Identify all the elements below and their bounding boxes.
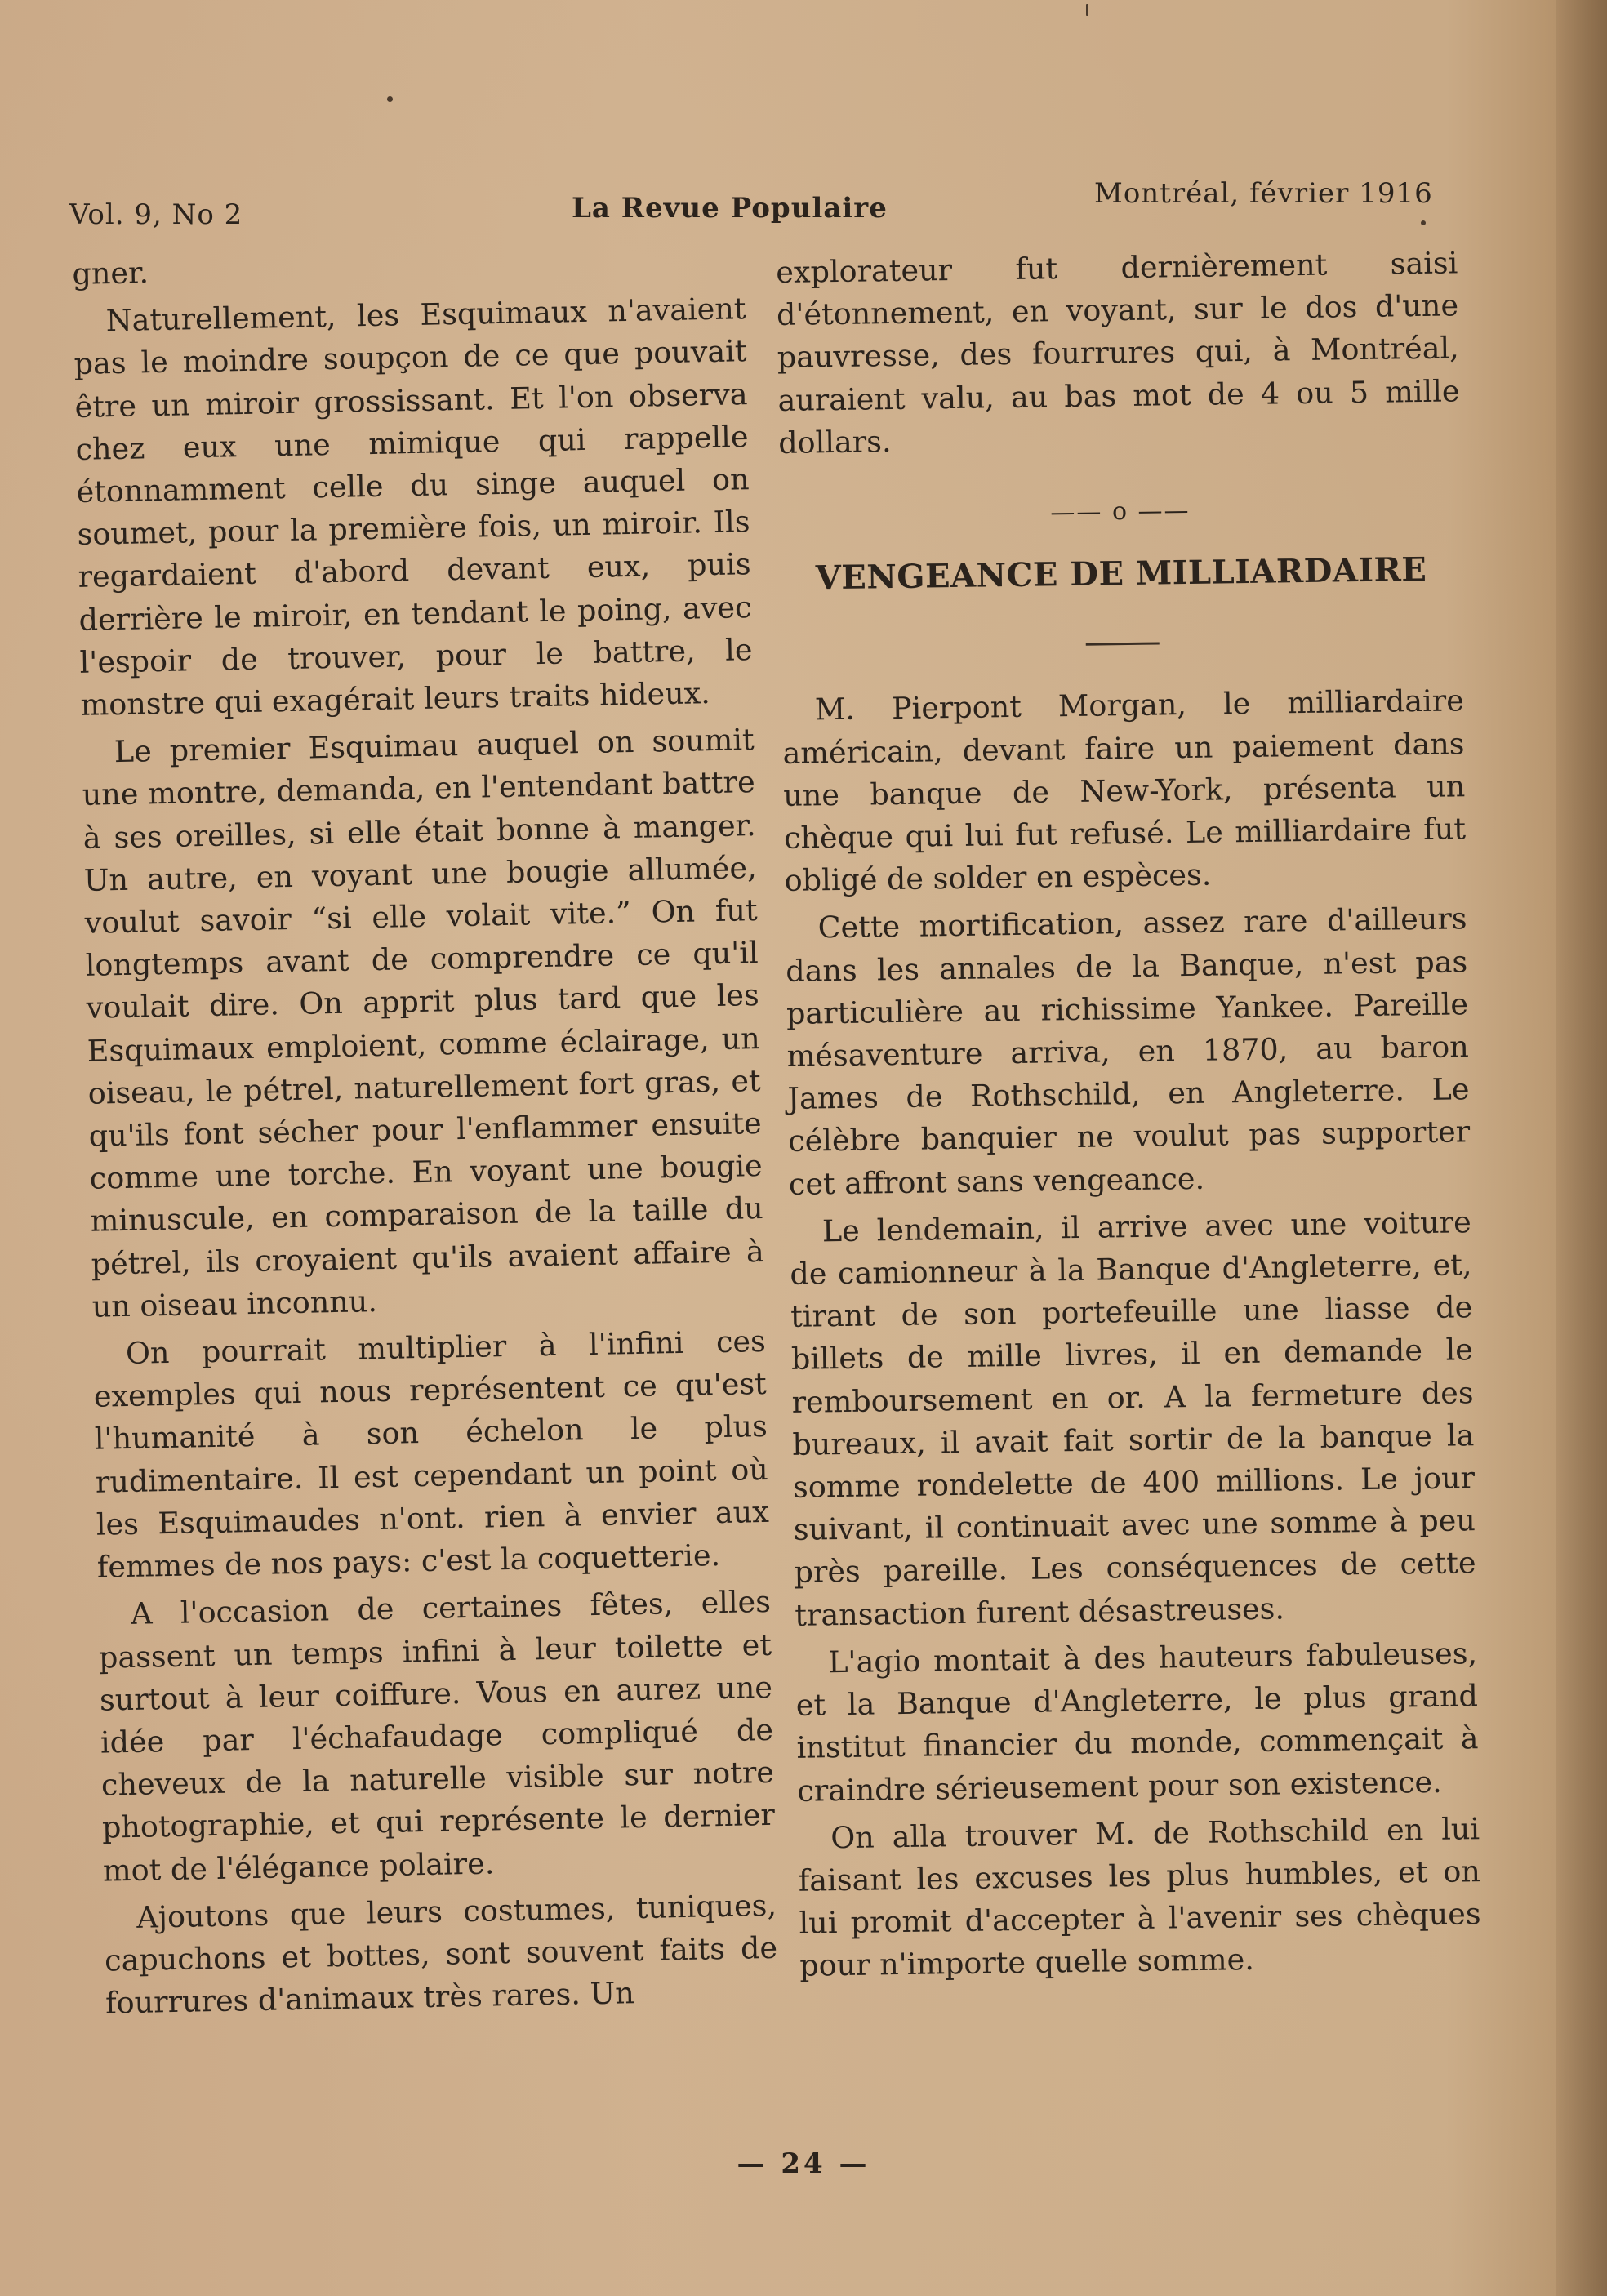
- article-title: VENGEANCE DE MILLIARDAIRE: [815, 550, 1427, 598]
- paragraph: L'agio montait à des hauteurs fabuleuses, et la Banque d'Angleterre, le plus grand institut financier du monde, commençait à craindre sérieusement pour son existence.: [795, 1635, 1479, 1809]
- paragraph: Cette mortification, assez rare d'ailleurs dans les annales de la Banque, n'est pas particulière au richissime Yankee. Pareille mésaventure arriva, en 1870, au baron James de Rothschild, en Angleterre. Le célèbre banquier ne voulut pas supporter cet affront sans vengeance.: [786, 901, 1471, 1202]
- ink-speck: [387, 96, 393, 102]
- paragraph: Le premier Esquimau auquel on soumit une montre, demanda, en l'entendant battre à ses oreilles, si elle était bonne à manger. Un autre, en voyant une bougie allumée, voulut savoir “si elle volait vite.” On fut longtemps avant de comprendre ce qu'il voulait dire. On apprit plus tard que les Esquimaux emploient, comme éclairage, un oiseau, le pétrel, naturellement fort gras, et qu'ils font sécher pour l'enflammer ensuite comme une torche. En voyant une bougie minuscule, en comparaison de la taille du pétrel, ils croyaient qu'ils avaient affaire à un oiseau inconnu.: [82, 722, 765, 1324]
- paragraph: gner.: [72, 255, 149, 291]
- title-rule: [1085, 643, 1159, 646]
- paragraph: Naturellement, les Esquimaux n'avaient pas le moindre soupçon de ce que pouvait être un miroir grossissant. Et l'on observa chez eux une mimique qui rappelle étonnamment celle du singe auquel on soumet, pour la première fois, un miroir. Ils regardaient d'abord devant eux, puis derrière le miroir, en tendant le poing, avec l'espoir de trouver, pour le battre, le monstre qui exagérait leurs traits hideux.: [73, 291, 753, 723]
- right-column: [776, 242, 1482, 1987]
- paragraph: M. Pierpont Morgan, le milliardaire américain, devant faire un paiement dans une banque de New-York, présenta un chèque qui lui fut refusé. Le milliardaire fut obligé de solder en espèces.: [782, 683, 1467, 899]
- running-header: [69, 176, 1482, 231]
- page-fold-shadow: [1556, 0, 1607, 2296]
- left-column: [72, 240, 779, 2025]
- continuation-paragraph: explorateur fut dernièrement saisi d'étonnement, en voyant, sur le dos d'une pauvresse, des fourrures qui, à Montréal, auraient valu, au bas mot de 4 ou 5 mille dollars.: [776, 245, 1460, 461]
- ink-speck: [1086, 4, 1088, 16]
- paragraph: A l'occasion de certaines fêtes, elles passent un temps infini à leur toilette et surtout à leur coiffure. Vous en aurez une idée par l'échafaudage compliqué de cheveux de la naturelle visible sur notre photographie, et qui représente le dernier mot de l'élégance polaire.: [98, 1584, 776, 1889]
- magazine-title: La Revue Populaire: [572, 192, 888, 225]
- paragraph: On alla trouver M. de Rothschild en lui faisant les excuses les plus humbles, et on lui promit d'accepter à l'avenir ses chèques pour n'importe quelle somme.: [798, 1810, 1481, 1984]
- page-number: — 24 —: [737, 2147, 870, 2180]
- paragraph: Ajoutons que leurs costumes, tuniques, capuchons et bottes, sont souvent faits de fourrures d'animaux très rares. Un: [104, 1887, 778, 2021]
- paragraph: On pourrait multiplier à l'infini ces exemples qui nous représentent ce qu'est l'humanité à son échelon le plus rudimentaire. Il est cependant un point où les Esquimaudes n'ont. rien à envier aux femmes de nos pays: c'est la coquetterie.: [93, 1324, 770, 1585]
- dateline: Montréal, février 1916: [1094, 177, 1433, 210]
- volume-number: Vol. 9, No 2: [69, 198, 243, 231]
- paragraph: Le lendemain, il arrive avec une voiture de camionneur à la Banque d'Angleterre, et, tirant de son portefeuille une liasse de billets de mille livres, il en demande le remboursement en or. A la fermeture des bureaux, il avait fait sortir de la banque la somme rondelette de 400 millions. Le jour suivant, il continuait avec une somme à peu près pareille. Les conséquences de cette transaction furent désastreuses.: [790, 1204, 1476, 1633]
- section-separator: —— o ——: [1050, 496, 1191, 527]
